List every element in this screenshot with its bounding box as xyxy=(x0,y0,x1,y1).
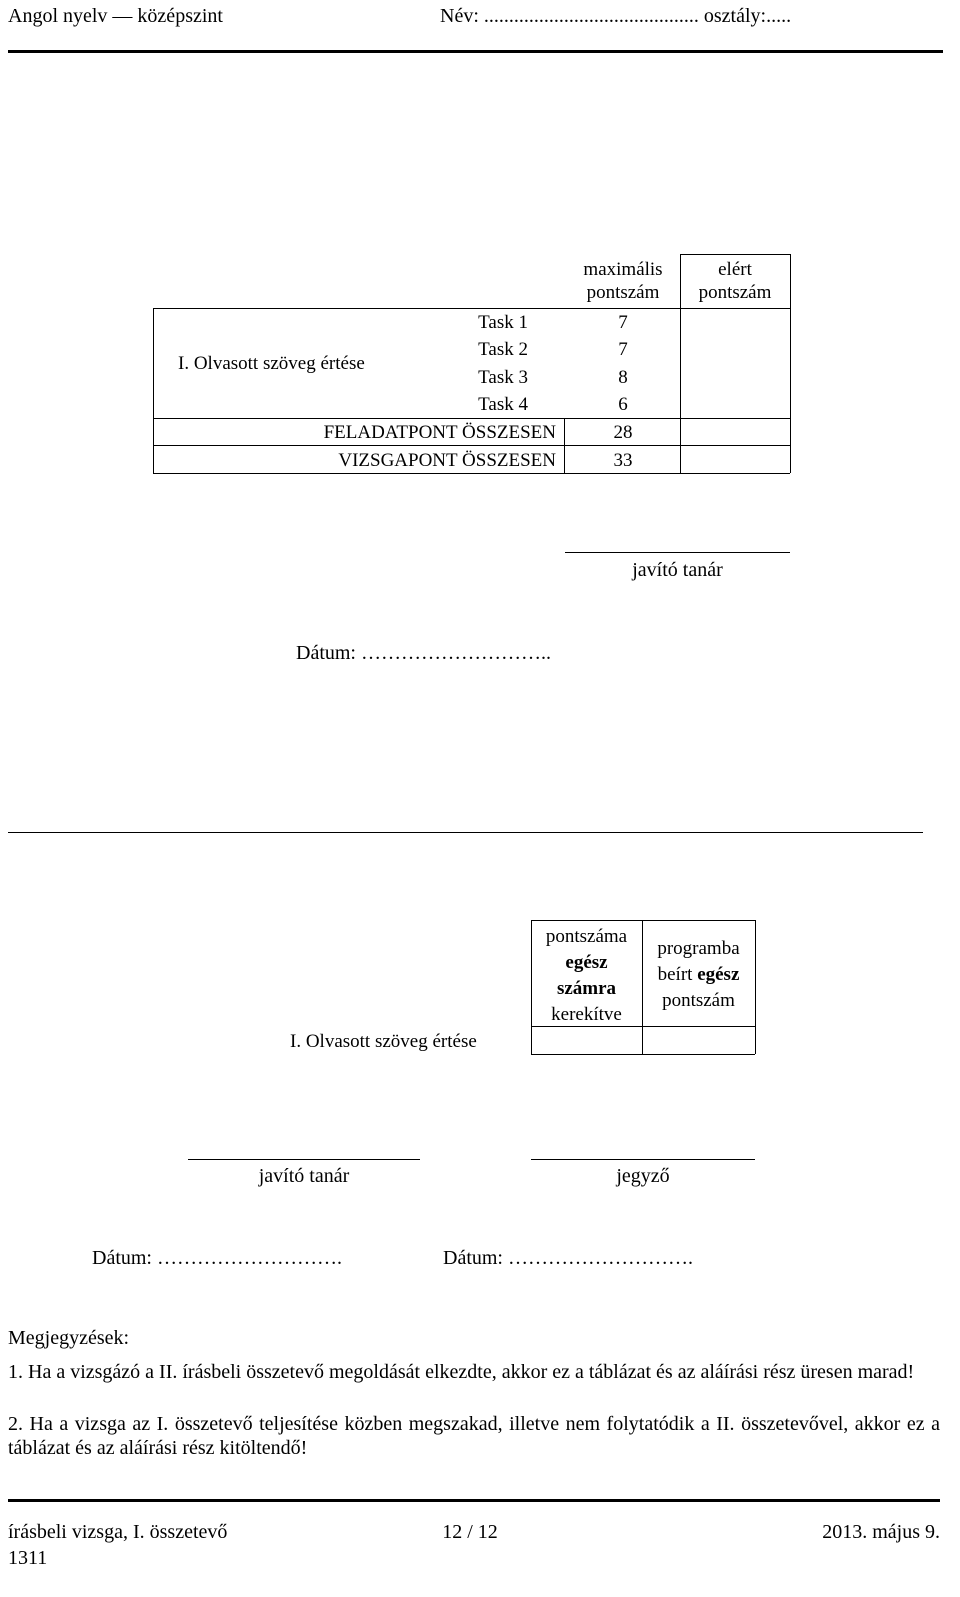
table-border xyxy=(153,308,154,473)
task-label: Task 1 xyxy=(478,312,528,333)
table-border xyxy=(680,254,681,473)
table-border xyxy=(680,254,790,255)
footer-rule xyxy=(8,1499,940,1502)
signature-label-notary: jegyző xyxy=(616,1165,670,1187)
date-field: Dátum: ……………………….. xyxy=(296,642,551,664)
col-header-max: maximális pontszám xyxy=(583,259,663,303)
signature-label-teacher: javító tanár xyxy=(258,1165,350,1187)
table-border xyxy=(790,254,791,473)
task-max: 8 xyxy=(618,367,628,388)
note-item: 1. Ha a vizsgázó a II. írásbeli összetevő megoldását elkezdte, akkor ez a táblázat és az aláírási rész üresen marad! xyxy=(8,1361,915,1383)
footer-exam: írásbeli vizsga, I. összetevő xyxy=(8,1521,228,1543)
page-number: 12 / 12 xyxy=(442,1521,498,1543)
section-label: I. Olvasott szöveg értése xyxy=(178,353,365,374)
date-field: Dátum: ………………………. xyxy=(443,1247,693,1269)
task-label: Task 2 xyxy=(478,339,528,360)
header-name-class-field: Név: ........................................... osztály:..... xyxy=(440,5,792,27)
table-border xyxy=(755,920,756,1054)
table-border xyxy=(153,308,790,309)
date-field: Dátum: ………………………. xyxy=(92,1247,342,1269)
footer-date: 2013. május 9. xyxy=(822,1521,940,1543)
task-label: Task 4 xyxy=(478,394,528,415)
task-max: 7 xyxy=(618,339,628,360)
header-subject: Angol nyelv — középszint xyxy=(8,5,223,27)
section-label: I. Olvasott szöveg értése xyxy=(290,1031,477,1052)
footer-code: 1311 xyxy=(8,1547,48,1569)
table-border xyxy=(564,418,565,473)
table-border xyxy=(531,920,755,921)
total-max: 33 xyxy=(613,450,633,471)
note-item: 2. Ha a vizsga az I. összetevő teljesítése közben megszakad, illetve nem folytatódik a II. összetevővel, akkor ez a táblázat és az aláírási rész kitöltendő! xyxy=(8,1413,940,1459)
task-max: 6 xyxy=(618,394,628,415)
signature-label: javító tanár xyxy=(632,559,723,581)
total-max: 28 xyxy=(613,422,633,443)
notes-title: Megjegyzések: xyxy=(8,1327,130,1349)
rounded-score-header: pontszáma egész számra kerekítve xyxy=(545,926,628,1025)
program-score-header: programba beírt egész pontszám xyxy=(657,938,740,1011)
total-label: FELADATPONT ÖSSZESEN xyxy=(323,422,556,443)
signature-line xyxy=(531,1159,755,1160)
total-label: VIZSGAPONT ÖSSZESEN xyxy=(338,450,556,471)
task-max: 7 xyxy=(618,312,628,333)
section-divider xyxy=(8,832,923,833)
header-rule xyxy=(8,50,943,53)
task-label: Task 3 xyxy=(478,367,528,388)
table-border xyxy=(153,445,790,446)
table-border xyxy=(531,1054,755,1055)
table-border xyxy=(153,418,790,419)
signature-line xyxy=(188,1159,420,1160)
table-border xyxy=(153,473,790,474)
signature-line xyxy=(565,552,790,553)
col-header-achieved: elért pontszám xyxy=(698,259,772,303)
